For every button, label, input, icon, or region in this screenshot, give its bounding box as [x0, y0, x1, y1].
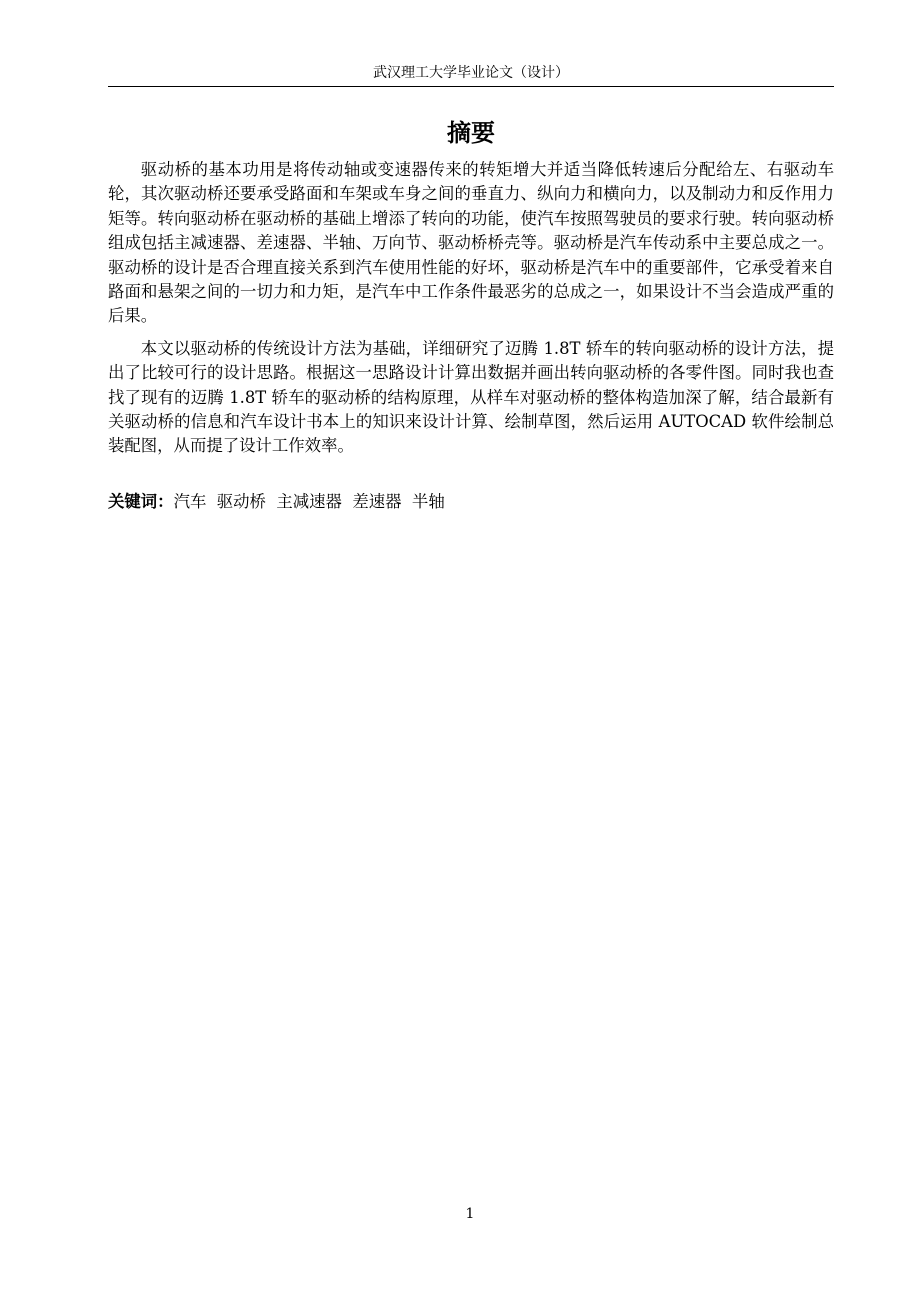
abstract-body [108, 158, 834, 467]
abstract-paragraph-1: 驱动桥的基本功用是将传动轴或变速器传来的转矩增大并适当降低转速后分配给左、右驱动车轮，其次驱动桥还要承受路面和车架或车身之间的垂直力、纵向力和横向力，以及制动力和反作用力矩等。转向驱动桥在驱动桥的基础上增添了转向的功能，使汽车按照驾驶员的要求行驶。转向驱动桥组成包括主减速器、差速器、半轴、万向节、驱动桥桥壳等。驱动桥是汽车传动系中主要总成之一。驱动桥的设计是否合理直接关系到汽车使用性能的好坏，驱动桥是汽车中的重要部件，它承受着来自路面和悬架之间的一切力和力矩，是汽车中工作条件最恶劣的总成之一，如果设计不当会造成严重的后果。 [108, 160, 834, 326]
page-number: 1 [465, 1206, 475, 1222]
abstract-title: 摘要 [447, 119, 495, 147]
keywords-value: 汽车 驱动桥 主减速器 差速器 半轴 [173, 492, 445, 511]
keywords-label: 关键词： [108, 492, 174, 511]
keywords-line [108, 490, 834, 514]
running-header [108, 62, 834, 87]
abstract-paragraph-2: 本文以驱动桥的传统设计方法为基础，详细研究了迈腾 1.8T 轿车的转向驱动桥的设计方法，提出了比较可行的设计思路。根据这一思路设计计算出数据并画出转向驱动桥的各零件图。同时我也查找了现有的迈腾 1.8T 轿车的驱动桥的结构原理，从样车对驱动桥的整体构造加深了解，结合最新有关驱动桥的信息和汽车设计书本上的知识来设计计算、绘制草图，然后运用 AUTOCAD 软件绘制总装配图，从而提了设计工作效率。 [108, 338, 834, 456]
running-header-title: 武汉理工大学毕业论文（设计） [373, 65, 569, 81]
